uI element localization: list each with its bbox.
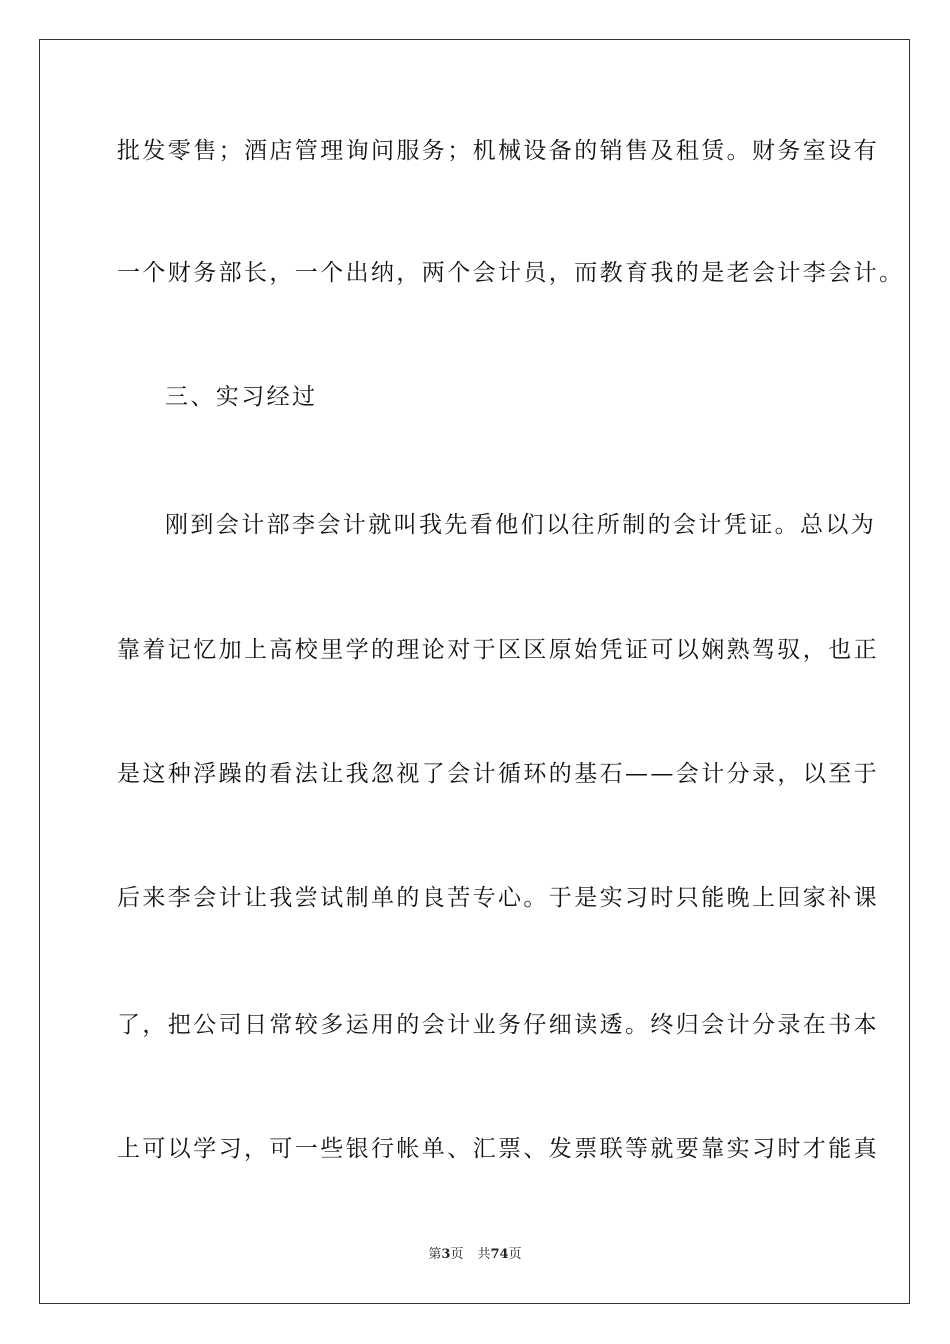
paragraph-line: 批发零售；酒店管理询问服务；机械设备的销售及租赁。财务室设有 <box>117 138 879 164</box>
section-heading: 三、实习经过 <box>165 384 318 410</box>
page-label-prefix: 第 <box>428 1247 442 1262</box>
paragraph-line: 刚到会计部李会计就叫我先看他们以往所制的会计凭证。总以为 <box>165 512 877 538</box>
page-label-suffix: 页 <box>450 1247 464 1262</box>
paragraph-line: 靠着记忆加上高校里学的理论对于区区原始凭证可以娴熟驾驭，也正 <box>117 637 879 663</box>
total-label-prefix: 共 <box>477 1247 491 1262</box>
paragraph-line: 一个财务部长，一个出纳，两个会计员，而教育我的是老会计李会计。 <box>117 260 905 286</box>
paragraph-line: 上可以学习，可一些银行帐单、汇票、发票联等就要靠实习时才能真 <box>117 1136 879 1162</box>
paragraph-line: 后来李会计让我尝试制单的良苦专心。于是实习时只能晚上回家补课 <box>117 885 879 911</box>
paragraph-line: 了，把公司日常较多运用的会计业务仔细读透。终归会计分录在书本 <box>117 1012 879 1038</box>
page-number: 3 <box>441 1247 451 1262</box>
total-pages: 74 <box>490 1247 509 1262</box>
paragraph-line: 是这种浮躁的看法让我忽视了会计循环的基石——会计分录，以至于 <box>117 761 879 787</box>
total-label-suffix: 页 <box>508 1247 522 1262</box>
page-border <box>39 39 910 1304</box>
page-footer <box>0 1246 950 1264</box>
